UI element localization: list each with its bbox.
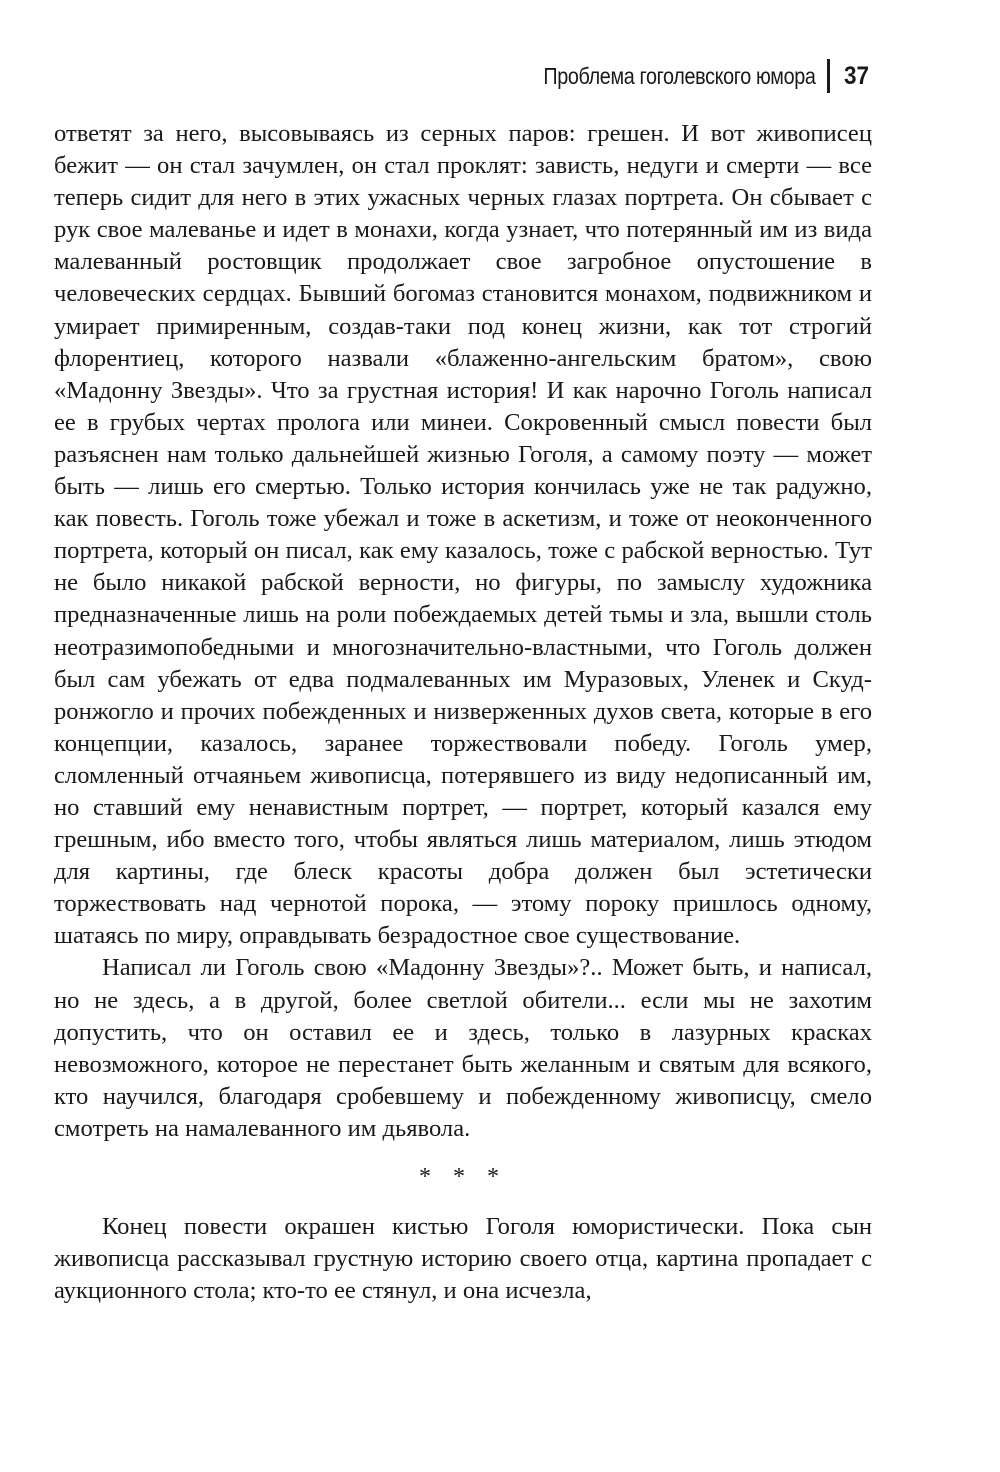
running-title: Проблема гоголевского юмора xyxy=(542,62,816,89)
running-head xyxy=(499,56,872,96)
page-number: 37 xyxy=(844,61,870,90)
paragraph-continued: ответят за него, высовываясь из серных паров: грешен. И вот живописец бежит — он стал зачумлен, он стал проклят: зависть, недуги и смерти — все теперь сидит для него в этих ужасных черных глазах портрета. Он сбывает с рук свое малеванье и идет в монахи, когда узнает, что потерянный им из вида малеванный ростовщик продолжает свое загробное опустошение в человеческих сердцах. Бывший богомаз становится монахом, подвижником и умирает примиренным, создав-таки под конец жизни, как тот строгий флорентиец, которого назвали «блаженно-ангельским братом», свою «Мадонну Звезды». Что за грустная история! И как нарочно Гоголь написал ее в грубых чертах пролога или минеи. Сокровенный смысл повести был разъяснен нам только дальнейшей жизнью Гоголя, а самому поэту — может быть — лишь его смертью. Только история кончилась уже не так радужно, как повесть. Гоголь тоже убежал и тоже в аскетизм, и тоже от неоконченного портрета, который он писал, как ему казалось, тоже с рабской верностью. Тут не было никакой рабской верности, но фигуры, по замыслу художника предназначенные лишь на роли побеждаемых детей тьмы и зла, вышли столь неотразимопобедными и многозначительно-властными, что Гоголь должен был сам убежать от едва подмалеванных им Муразовых, Уленек и Скудронжогло и прочих побежденных и низверженных духов света, которые в его концепции, казалось, заранее торжествовали победу. Гоголь умер, сломленный отчаяньем живописца, потерявшего из виду недописанный им, но ставший ему ненавистным портрет, — портрет, который казался ему грешным, ибо вместо того, чтобы являться лишь материалом, лишь этюдом для картины, где блеск красоты добра должен был эстетически торжествовать над чернотой порока, — этому пороку пришлось одному, шатаясь по миру, оправдывать безрадостное свое существование. xyxy=(54,120,872,950)
section-separator: * * * xyxy=(419,1164,507,1190)
paragraph-ending: Конец повести окрашен кистью Гоголя юмористически. Пока сын живописца рассказывал грустную историю своего отца, картина пропадает с аукционного стола; кто-то ее стянул, и она исчезла, xyxy=(54,1213,872,1305)
header-divider xyxy=(827,59,830,93)
page-body xyxy=(54,118,872,1307)
paragraph-madonna: Написал ли Гоголь свою «Мадонну Звезды»?.. Может быть, и написал, но не здесь, а в другой, более светлой обители... если мы не захотим допустить, что он оставил ее и здесь, только в лазурных красках невозможного, которое не перестанет быть желанным и святым для всякого, кто научился, благодаря сробевшему и побежденному живописцу, смело смотреть на намалеванного им дьявола. xyxy=(54,954,872,1142)
